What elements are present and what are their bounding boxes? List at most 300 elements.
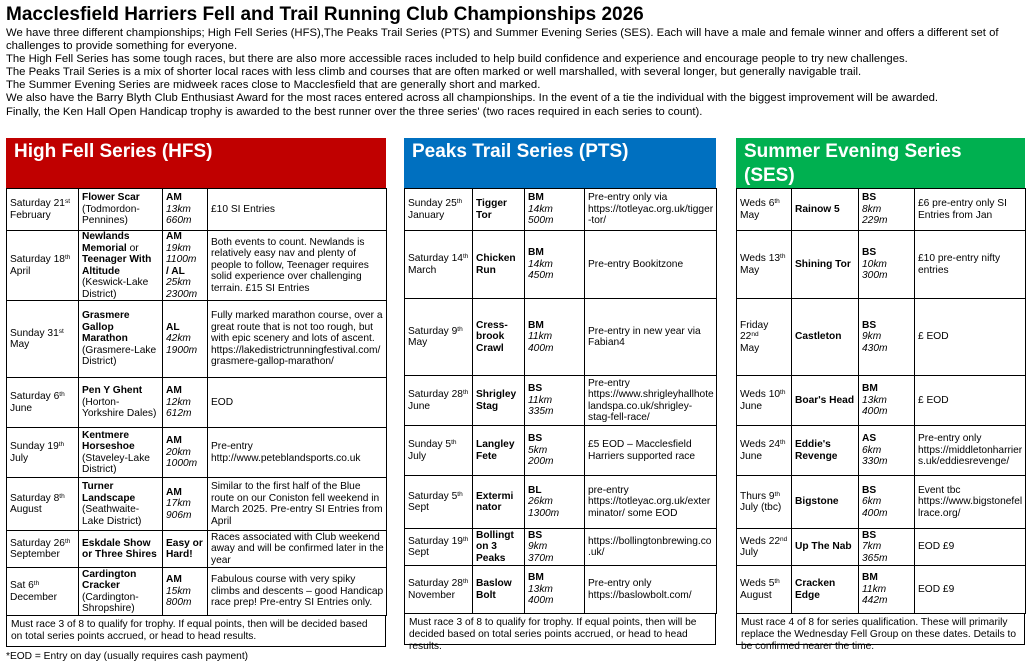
race-title: Tigger Tor (476, 198, 507, 221)
race-date (7, 428, 79, 478)
race-day: 6 (53, 391, 60, 402)
race-weekday: Weds (740, 439, 766, 450)
race-row (405, 566, 717, 614)
race-title: Cardington Cracker (82, 568, 137, 591)
race-category (163, 231, 208, 301)
race-notes: EOD £9 (915, 566, 1026, 614)
race-month: May (740, 342, 760, 354)
race-climb: 400m (528, 342, 554, 354)
race-row (405, 376, 717, 426)
race-weekday: Saturday (408, 325, 449, 337)
race-day-suffix: nd (780, 535, 788, 543)
race-weekday: Sunday (10, 327, 45, 339)
race-notes: Pre-entry https://www.shrigleyhallhotelandspa.co.uk/shrigley-stag-fell-race/ (585, 376, 717, 426)
race-category (163, 428, 208, 478)
race-cat-code: BL (528, 484, 542, 496)
race-notes: £ EOD (915, 299, 1026, 376)
race-date (7, 531, 79, 568)
race-day: 5 (451, 490, 458, 502)
race-category (525, 376, 585, 426)
race-notes: Fabulous course with very spiky climbs and descents – good Handicap race prep! Pre-entry SI Entries only. (208, 568, 387, 616)
race-date (405, 189, 473, 231)
race-day-suffix: th (462, 578, 469, 585)
race-climb: 400m (862, 406, 888, 418)
race-day: 19 (47, 441, 59, 452)
race-category (163, 478, 208, 531)
race-distance: 9km (528, 541, 548, 553)
race-notes: £ EOD (915, 376, 1026, 426)
race-month: August (10, 504, 42, 515)
race-month: July (10, 452, 29, 464)
race-location: (Horton-Yorkshire Dales) (82, 396, 157, 420)
race-climb: 1300m (528, 507, 560, 519)
race-month: May (740, 264, 760, 276)
race-date (405, 231, 473, 299)
race-title: Boar's Head (795, 394, 855, 406)
race-weekday: Saturday (10, 254, 51, 265)
race-day-suffix: th (33, 580, 40, 587)
race-distance: 20km (166, 446, 191, 458)
race-distance: 9km (862, 331, 882, 343)
race-distance: 11km (862, 583, 887, 595)
race-day: 21 (53, 198, 65, 209)
race-weekday: Saturday (408, 253, 449, 264)
race-date (737, 529, 792, 566)
race-name (792, 299, 859, 376)
race-row (405, 189, 717, 231)
race-title: Castleton (795, 331, 842, 343)
race-month: January (408, 209, 445, 221)
race-name (473, 189, 525, 231)
race-day: 31 (47, 327, 59, 339)
race-date (405, 529, 473, 566)
race-name (79, 478, 163, 531)
race-category (859, 529, 915, 566)
race-cat-code: AM (166, 486, 182, 498)
race-category (163, 378, 208, 428)
race-day-suffix: th (59, 391, 65, 398)
race-month: May (10, 339, 30, 350)
hfs-header: High Fell Series (HFS) (6, 138, 386, 188)
race-title: Shrigley Stag (476, 389, 517, 412)
race-notes: £10 SI Entries (208, 189, 387, 231)
pts-qualification-note: Must race 3 of 8 to qualify for trophy. If equal points, then will be decided based on total series points accrued, or head to head results. (404, 614, 716, 645)
race-title: Turner Landscape (82, 481, 136, 504)
race-day-suffix: th (462, 253, 469, 260)
race-name (473, 566, 525, 614)
race-row (737, 299, 1026, 376)
race-category (163, 531, 208, 568)
race-location: (Grasmere-Lake District) (82, 344, 157, 368)
race-cat-code: BM (862, 572, 878, 584)
race-weekday: Saturday (408, 490, 449, 502)
race-notes: £5 EOD – Macclesfield Harriers supported race (585, 426, 717, 476)
race-date (7, 378, 79, 428)
race-notes: Pre-entry Bookitzone (585, 231, 717, 299)
race-name (79, 568, 163, 616)
race-cat-code: AS (862, 433, 877, 445)
race-weekday: Saturday (408, 578, 449, 589)
race-distance: 15km (166, 585, 191, 597)
race-month: June (740, 400, 763, 412)
ses-header: Summer Evening Series (SES) (736, 138, 1025, 188)
race-title: Bigstone (795, 496, 839, 508)
intro-paragraph: We also have the Barry Blyth Club Enthusiast Award for the most races entered across all championships. In the event of a tie the individual with the biggest improvement will be awarded. (6, 92, 939, 105)
race-date (7, 478, 79, 531)
race-weekday: Friday (740, 319, 769, 331)
race-day-suffix: th (462, 389, 469, 396)
race-name (792, 566, 859, 614)
race-category (859, 426, 915, 476)
race-distance: 7km (862, 541, 882, 553)
race-name (79, 189, 163, 231)
race-row (405, 529, 717, 566)
race-date (7, 568, 79, 616)
race-category (525, 566, 585, 614)
race-day-suffix: th (456, 198, 463, 205)
race-climb: 330m (862, 456, 888, 468)
race-day-suffix: st (58, 327, 64, 335)
race-row (405, 231, 717, 299)
race-climb: 660m (166, 215, 192, 227)
race-climb: 335m (528, 406, 554, 418)
race-day-suffix: th (58, 441, 65, 448)
race-distance: 8km (862, 203, 882, 215)
race-day-suffix: th (64, 537, 71, 545)
race-name (473, 476, 525, 529)
race-day: 9 (451, 325, 458, 337)
race-cat-code: BS (528, 529, 543, 541)
race-title-alt: Teenager With Altitude (82, 254, 152, 277)
race-row (737, 529, 1026, 566)
race-date (405, 299, 473, 376)
race-cat-code: BM (862, 383, 878, 395)
race-weekday: Weds (740, 253, 766, 264)
race-month: December (10, 591, 57, 603)
race-weekday: Sat 6 (10, 580, 34, 591)
race-climb: 442m (862, 595, 888, 607)
race-climb: 1100m (166, 254, 197, 265)
race-day: 8 (53, 492, 60, 504)
race-date (737, 566, 792, 614)
race-title: Extermi nator (476, 490, 514, 513)
race-day-suffix: th (780, 389, 786, 396)
race-notes: Races associated with Club weekend away and will be confirmed later in the year (208, 531, 387, 568)
race-distance: 10km (862, 258, 887, 270)
race-climb: 906m (166, 509, 192, 521)
race-climb: 612m (166, 408, 192, 420)
race-day: 10 (768, 389, 781, 400)
race-day: 24 (768, 439, 781, 450)
race-notes: pre-entry https://totleyac.org.uk/exterminator/ some EOD (585, 476, 717, 529)
race-day-suffix: th (780, 439, 786, 446)
hfs-race-table (6, 188, 387, 616)
race-title: Langley Fete (476, 439, 515, 462)
race-climb-alt: 2300m (166, 288, 198, 300)
race-date (405, 476, 473, 529)
race-month: August (740, 589, 772, 601)
race-date (737, 189, 792, 231)
race-month: September (10, 549, 60, 560)
race-category (525, 426, 585, 476)
race-weekday: Saturday (10, 492, 51, 504)
race-name (792, 189, 859, 231)
race-row (7, 301, 387, 378)
race-day: 18 (53, 254, 65, 265)
race-row (405, 299, 717, 376)
race-climb: 1000m (166, 458, 198, 470)
race-day: 19 (451, 535, 463, 547)
race-distance: 42km (166, 333, 191, 345)
race-climb: 229m (862, 215, 888, 227)
race-day: 6 (768, 198, 775, 209)
race-climb: 365m (862, 552, 888, 564)
race-name (473, 299, 525, 376)
race-notes: EOD £9 (915, 529, 1026, 566)
race-climb: 500m (528, 215, 554, 227)
race-title: Cress-brook Crawl (476, 319, 508, 354)
race-row (737, 426, 1026, 476)
race-distance: 12km (166, 396, 191, 408)
race-category (859, 376, 915, 426)
race-category (859, 476, 915, 529)
race-day-suffix: th (59, 492, 65, 500)
race-date (405, 376, 473, 426)
race-notes: Pre-entry only via https://totleyac.org.uk/tigger-tor/ (585, 189, 717, 231)
race-climb: 450m (528, 270, 554, 282)
race-row (737, 476, 1026, 529)
race-day: 26 (53, 537, 65, 549)
race-month: May (740, 209, 760, 221)
race-day: 22 (740, 331, 752, 343)
race-cat-code-alt: / AL (166, 265, 185, 277)
race-title: Rainow 5 (795, 203, 840, 215)
race-distance: 19km (166, 242, 191, 254)
race-name (792, 426, 859, 476)
race-row (7, 231, 387, 301)
race-cat-code: AM (166, 231, 182, 242)
race-distance: 5km (528, 444, 548, 456)
race-day-suffix: th (774, 578, 780, 585)
race-date (737, 426, 792, 476)
race-weekday: Sunday 5 (408, 439, 452, 450)
race-weekday: Weds (740, 578, 766, 589)
race-weekday: Saturday (10, 391, 51, 402)
race-date (7, 231, 79, 301)
race-cat-code: BS (862, 484, 877, 496)
race-category (525, 231, 585, 299)
page-title: Macclesfield Harriers Fell and Trail Running Club Championships 2026 (6, 4, 644, 25)
race-climb: 1900m (166, 344, 198, 356)
race-notes: Pre-entry only https://middletonharriers.uk/eddiesrevenge/ (915, 426, 1026, 476)
race-row (7, 478, 387, 531)
race-month: Sept (408, 502, 429, 513)
race-day: 28 (451, 578, 463, 589)
race-name (79, 378, 163, 428)
race-name (79, 428, 163, 478)
race-distance: 6km (862, 496, 882, 508)
hfs-series-column (6, 138, 386, 647)
race-date (405, 566, 473, 614)
race-weekday: Saturday (10, 198, 51, 209)
race-day-suffix: nd (751, 331, 759, 339)
race-title: Bollingt on 3 Peaks (476, 529, 514, 564)
race-month: May (408, 337, 428, 348)
race-name (473, 426, 525, 476)
race-weekday: Saturday (408, 389, 449, 400)
race-date (7, 189, 79, 231)
race-row (737, 189, 1026, 231)
race-climb: 800m (166, 597, 192, 609)
race-title: Pen Y Ghent (82, 385, 143, 397)
race-name (792, 376, 859, 426)
race-distance: 13km (166, 203, 191, 215)
race-name (473, 529, 525, 566)
race-day: 25 (445, 198, 457, 209)
race-day-suffix: th (780, 253, 786, 260)
race-notes: EOD (208, 378, 387, 428)
race-category (859, 231, 915, 299)
race-title: Chicken Run (476, 253, 516, 276)
race-name (792, 476, 859, 529)
race-location: (Todmordon-Pennines) (82, 203, 140, 227)
race-title: Shining Tor (795, 258, 851, 270)
race-distance: 26km (528, 496, 553, 508)
hfs-qualification-note: Must race 3 of 8 to qualify for trophy. If equal points, then will be decided based on total series points accrued, or head to head results. (6, 616, 386, 647)
race-month: June (10, 402, 33, 414)
race-cat-code: BS (862, 529, 877, 541)
race-distance-alt: 25km (166, 277, 191, 288)
race-notes: Both events to count. Newlands is relatively easy nav and plenty of people to follow, Teenager requires solid experience over challenging terrain. £15 SI Entries (208, 231, 387, 301)
race-climb: 430m (862, 342, 888, 354)
race-title: Up The Nab (795, 541, 852, 553)
race-row (405, 426, 717, 476)
race-day-suffix: th (64, 254, 71, 261)
race-day-suffix: th (457, 325, 463, 333)
race-row (405, 476, 717, 529)
race-notes: £10 pre-entry nifty entries (915, 231, 1026, 299)
race-cat-code: AM (166, 574, 182, 586)
race-cat-code: BS (862, 319, 877, 331)
race-row (7, 531, 387, 568)
race-title: Grasmere Gallop Marathon (82, 310, 130, 345)
race-cat-code: BS (528, 383, 543, 395)
race-name (473, 376, 525, 426)
race-row (7, 189, 387, 231)
race-notes: Pre-entry in new year via Fabian4 (585, 299, 717, 376)
race-location: (Seathwaite-Lake District) (82, 504, 142, 527)
race-month: February (10, 209, 51, 221)
pts-series-column (404, 138, 716, 652)
race-cat-code: BM (528, 247, 544, 259)
race-climb: 400m (862, 507, 888, 519)
eod-footnote: *EOD = Entry on day (usually requires cash payment) (6, 651, 249, 662)
race-notes: Fully marked marathon course, over a great route that is not too rough, but with epic scenery and lots of ascent. https://lakedistrictrunningfestival.com/grasmere-gallop-marathon/ (208, 301, 387, 378)
race-day: 9 (768, 490, 775, 502)
race-location: (Cardington-Shropshire) (82, 591, 139, 614)
race-title: Cracken Edge (795, 578, 836, 601)
race-cat-code: BM (528, 572, 544, 584)
race-title: Kentmere Horseshoe (82, 429, 135, 452)
race-cat-code: BM (528, 319, 544, 331)
race-date (7, 301, 79, 378)
race-distance: 14km (528, 258, 553, 270)
race-day: 5 (768, 578, 775, 589)
intro-paragraph: The High Fell Series has some tough races, but there are also more accessible races included to help build confidence and experience and encourage people to try new challenges. (6, 53, 908, 66)
race-cat-code: AM (166, 435, 182, 447)
race-row (7, 378, 387, 428)
race-day: 13 (768, 253, 781, 264)
race-day-suffix: th (462, 535, 469, 543)
race-distance: 6km (862, 444, 882, 456)
race-month: July (tbc) (740, 502, 782, 513)
race-day: 22 (768, 535, 781, 547)
race-category (525, 476, 585, 529)
race-row (737, 566, 1026, 614)
race-climb: 400m (528, 595, 554, 607)
race-climb: 370m (528, 552, 554, 564)
race-distance: 14km (528, 203, 553, 215)
race-date (737, 231, 792, 299)
intro-paragraph: The Summer Evening Series are midweek races close to Macclesfield that are generally short and marked. (6, 79, 541, 92)
race-weekday: Weds (740, 389, 766, 400)
race-cat-code: BS (528, 433, 543, 445)
intro-paragraph: We have three different championships; High Fell Series (HFS),The Peaks Trail Series (PTS) and Summer Evening Series (SES). Each will have a male and female winner and offers a different set of challenges to provide something for everyone. (6, 27, 999, 53)
race-category (163, 189, 208, 231)
race-category (525, 299, 585, 376)
race-day-suffix: th (774, 490, 780, 498)
intro-paragraph: The Peaks Trail Series is a mix of shorter local races with less climb and courses that are often marked or well marshalled, with several longer, but generally navigable trail. (6, 66, 862, 79)
race-row (737, 231, 1026, 299)
pts-race-table (404, 188, 717, 614)
race-title: Baslow Bolt (476, 578, 512, 601)
intro-paragraph: Finally, the Ken Hall Open Handicap trophy is awarded to the best runner over the three series' (two races required in each series to count). (6, 105, 703, 118)
race-weekday: Weds (740, 198, 766, 209)
race-month: June (408, 400, 431, 412)
race-weekday: Saturday (10, 537, 51, 549)
race-month: June (740, 450, 763, 462)
race-cat-code: AL (166, 321, 180, 333)
race-weekday: Saturday (408, 535, 449, 547)
ses-series-column (736, 138, 1025, 652)
race-cat-code: BM (528, 192, 544, 204)
race-weekday: Sunday (408, 198, 443, 209)
race-month: March (408, 264, 437, 276)
ses-qualification-note: Must race 4 of 8 for series qualification. These will primarily replace the Wednesday Fell Group on these dates. Details to be confirmed nearer the time. (736, 614, 1025, 645)
race-day: 28 (451, 389, 463, 400)
race-date (737, 476, 792, 529)
race-distance: 13km (528, 583, 553, 595)
race-title: Newlands Memorial (82, 231, 130, 254)
race-cat-code: BS (862, 247, 877, 259)
race-day: 14 (451, 253, 463, 264)
race-location: (Staveley-Lake District) (82, 452, 150, 475)
race-month: Sept (408, 547, 429, 558)
race-distance: 17km (166, 498, 191, 510)
race-distance: 13km (862, 394, 887, 406)
race-category (163, 568, 208, 616)
race-title: Eskdale Show or Three Shires (82, 537, 157, 560)
race-title: Eddie's Revenge (795, 439, 838, 462)
race-category (859, 299, 915, 376)
race-day-suffix: th (451, 439, 457, 446)
race-climb: 300m (862, 270, 888, 282)
race-category (525, 529, 585, 566)
race-notes: Pre-entry http://www.peteblandsports.co.uk (208, 428, 387, 478)
race-date (737, 299, 792, 376)
race-notes: Pre-entry only https://baslowbolt.com/ (585, 566, 717, 614)
race-name (473, 231, 525, 299)
